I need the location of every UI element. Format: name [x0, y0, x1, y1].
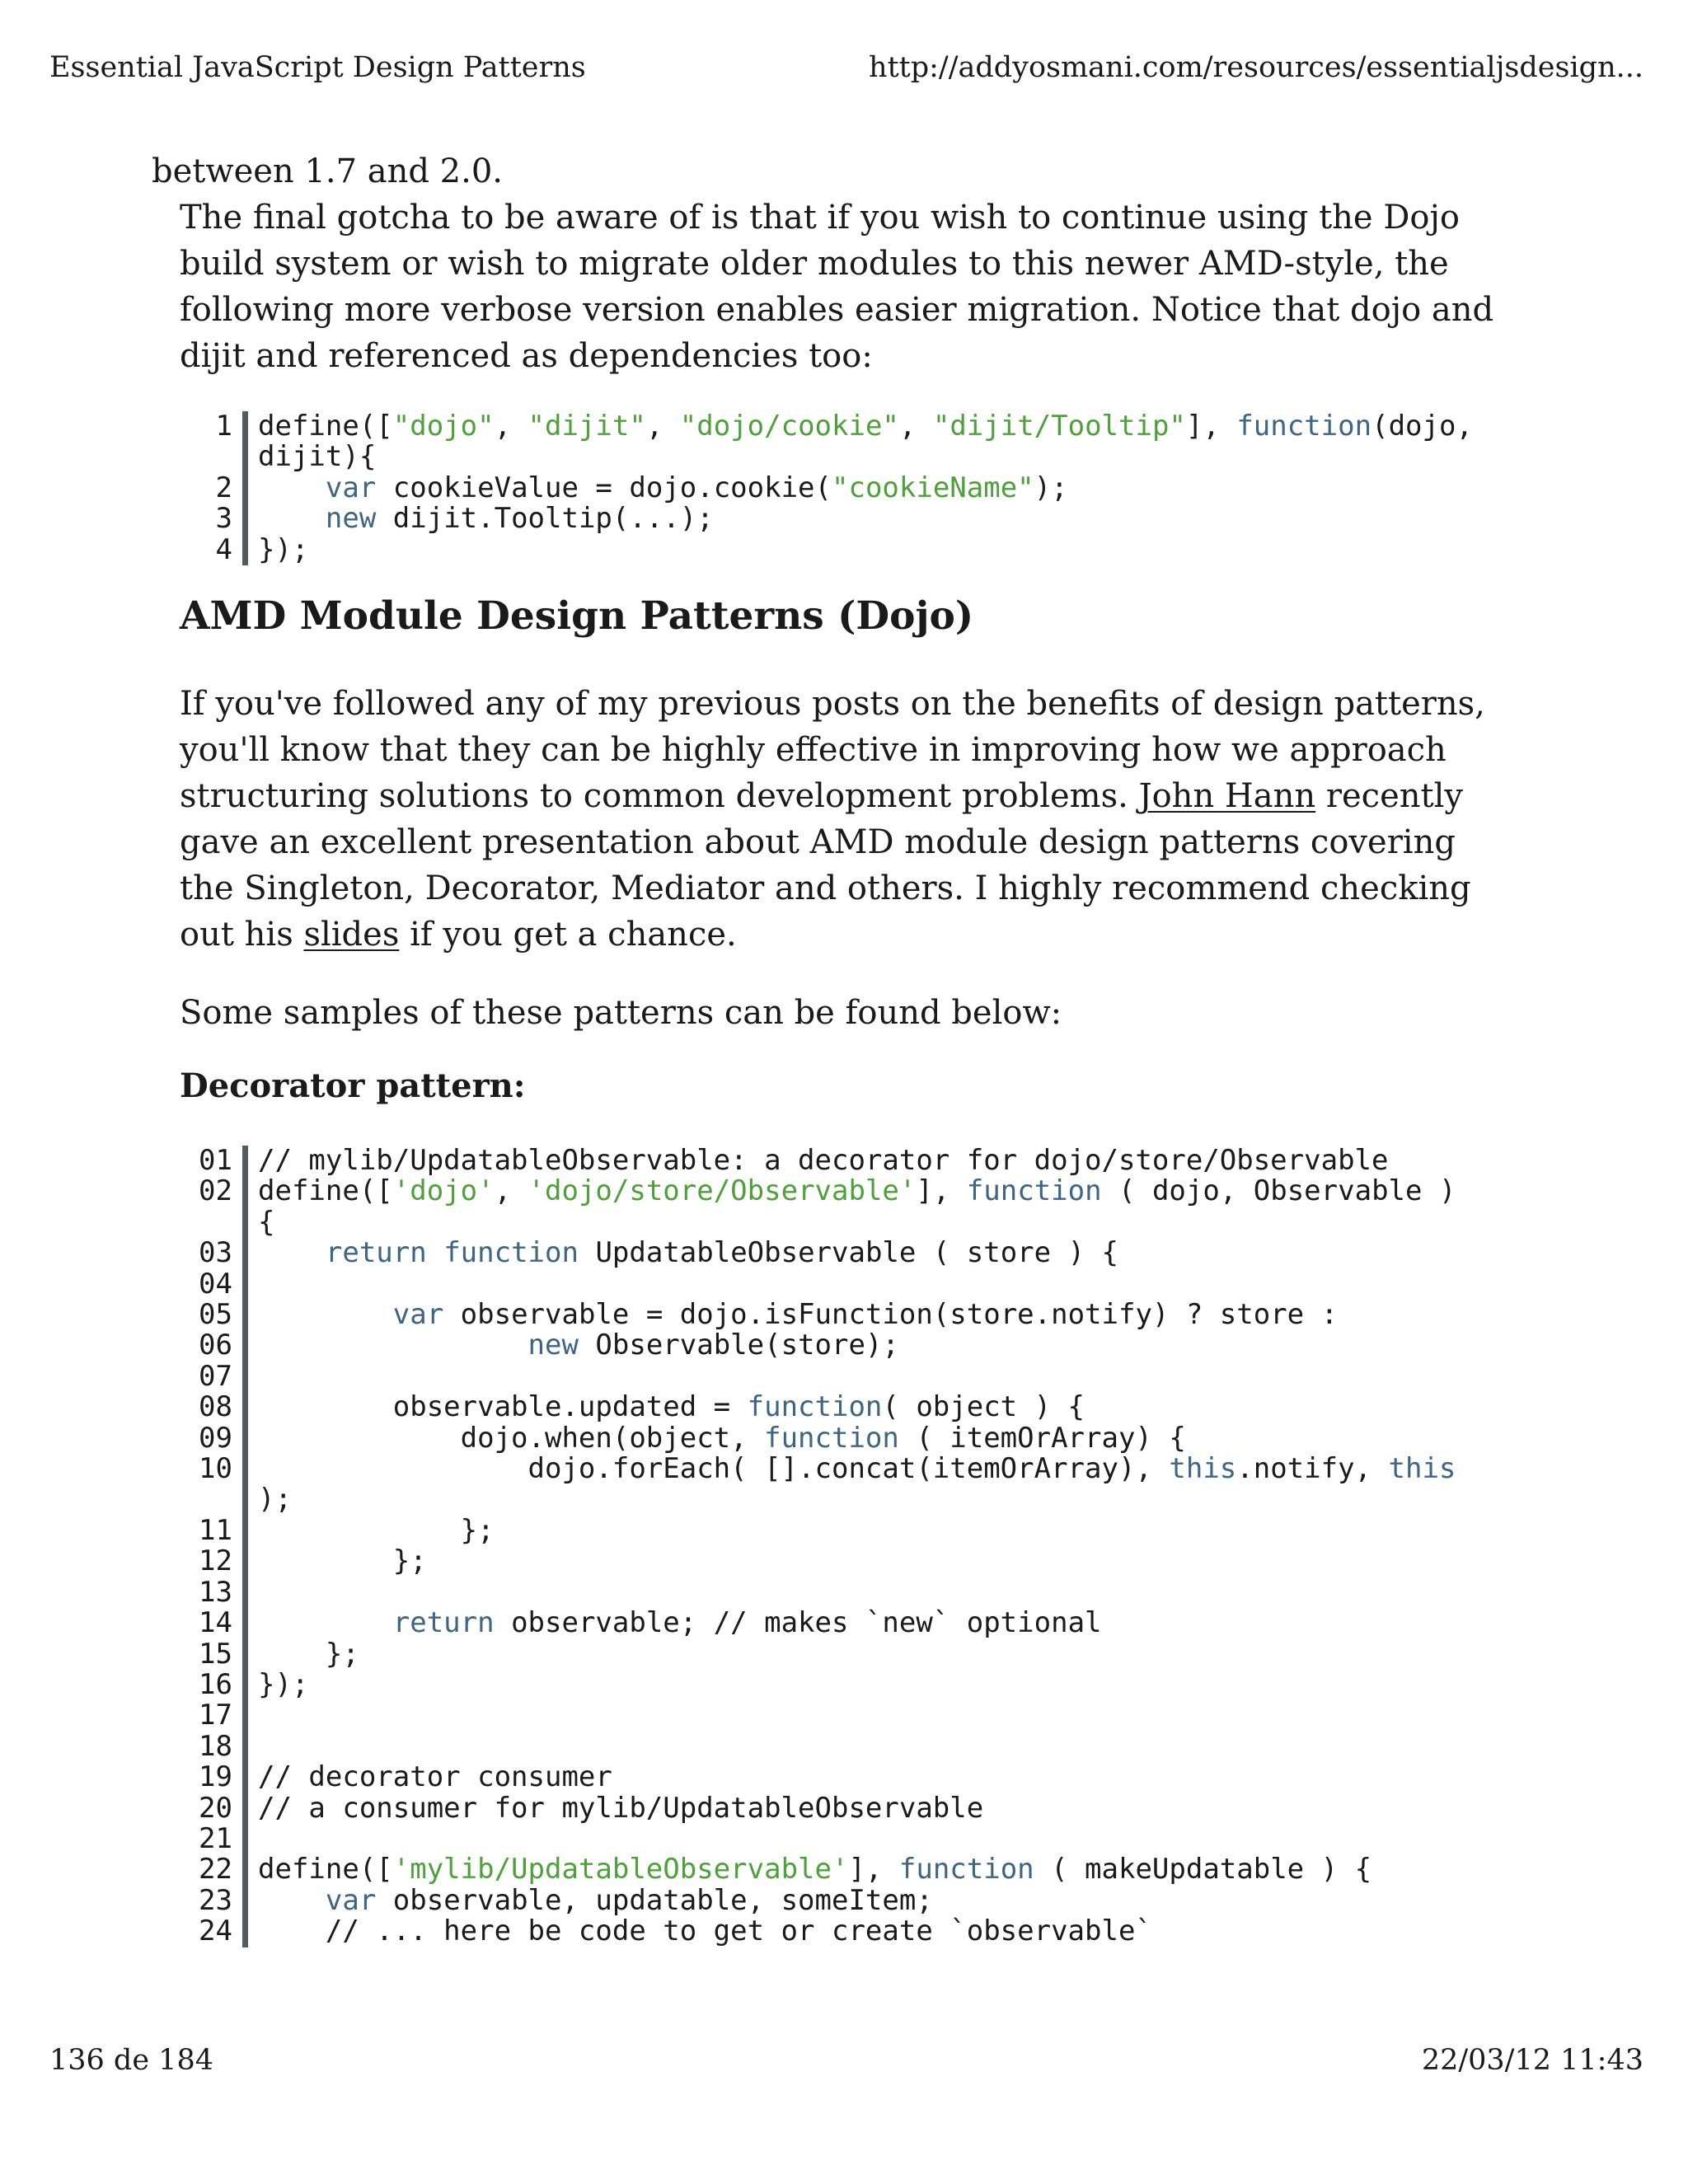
code-text — [258, 1300, 1338, 1330]
code-line — [186, 1269, 1456, 1300]
code-token: ( itemOrArray) { — [898, 1421, 1186, 1455]
gutter-bar — [242, 473, 248, 504]
code-token — [258, 502, 326, 535]
code-line — [186, 473, 1473, 504]
code-token: // a consumer for mylib/UpdatableObservable — [258, 1791, 984, 1825]
code-token: ); — [258, 1483, 292, 1516]
line-number: 24 — [199, 1915, 232, 1948]
line-number — [186, 442, 242, 472]
gutter-bar — [242, 1854, 248, 1885]
code-line — [186, 1454, 1456, 1484]
header-url: http://addyosmani.com/resources/essentialjsdesign... — [869, 51, 1643, 84]
code-block-decorator — [186, 1146, 1456, 1947]
code-token: }); — [258, 1667, 309, 1701]
code-string: 'dojo/store/Observable' — [528, 1174, 917, 1208]
code-token: cookieValue = dojo.cookie( — [376, 471, 832, 504]
code-token: }; — [258, 1513, 495, 1547]
line-number: 07 — [199, 1359, 232, 1393]
code-line — [186, 1762, 1456, 1793]
code-line — [186, 1546, 1456, 1577]
code-token — [258, 1606, 393, 1639]
code-line — [186, 1423, 1456, 1454]
line-number: 05 — [199, 1298, 232, 1332]
code-text — [258, 1513, 495, 1547]
code-text — [258, 1423, 1186, 1454]
code-token: , — [645, 410, 680, 443]
gutter-bar — [242, 1176, 248, 1207]
code-line — [186, 1577, 1456, 1608]
code-keyword: new — [528, 1329, 579, 1362]
code-text — [258, 1330, 899, 1361]
code-token: { — [258, 1205, 275, 1239]
decorator-pattern-heading: Decorator pattern: — [180, 1066, 526, 1105]
para1-line-1: If you've followed any of my previous posts on the benefits of design patterns, — [180, 685, 1485, 723]
footer-page-number: 136 de 184 — [49, 2044, 213, 2077]
line-number: 22 — [199, 1853, 232, 1886]
code-token: // decorator consumer — [258, 1760, 612, 1794]
code-line — [186, 1821, 1456, 1855]
line-number: 16 — [199, 1667, 232, 1701]
code-token: ); — [1034, 471, 1068, 504]
para1-line-3-tail: recently — [1315, 777, 1463, 815]
code-string: 'dojo' — [392, 1174, 495, 1208]
code-token: observable, updatable, someItem; — [376, 1883, 933, 1917]
code-keyword: new — [325, 502, 377, 536]
code-line — [186, 1238, 1456, 1268]
line-number: 3 — [215, 502, 232, 536]
code-token: dijit){ — [258, 440, 377, 474]
john-hann-link[interactable]: John Hann — [1138, 777, 1316, 815]
code-line — [186, 1300, 1456, 1330]
header-title: Essential JavaScript Design Patterns — [49, 51, 586, 84]
code-keyword: function — [966, 1174, 1102, 1208]
gutter-bar — [242, 1916, 248, 1947]
gutter-bar — [242, 1700, 248, 1731]
line-number: 09 — [199, 1421, 232, 1455]
code-token: // ... here be code to get or create `observable` — [258, 1915, 1152, 1948]
code-line — [186, 1361, 1456, 1392]
code-string: "dojo" — [392, 410, 495, 443]
code-text — [258, 532, 309, 566]
code-text — [258, 1793, 983, 1824]
code-string: "dijit" — [528, 410, 646, 443]
code-token: ], — [916, 1174, 967, 1208]
para1-line-3 — [180, 773, 1463, 819]
code-line — [186, 1330, 1456, 1361]
para1-line-6-tail: if you get a chance. — [399, 916, 737, 954]
code-token: observable; // makes `new` optional — [494, 1606, 1102, 1640]
line-number: 14 — [199, 1606, 232, 1640]
line-number: 4 — [215, 532, 232, 566]
gutter-bar — [242, 1824, 248, 1854]
code-keyword: return — [325, 1236, 427, 1270]
code-token: (dojo, — [1372, 410, 1473, 443]
intro-line-2: build system or wish to migrate older modules to this newer AMD-style, the — [180, 245, 1449, 283]
gutter-bar — [242, 1762, 248, 1793]
code-string: 'mylib/UpdatableObservable' — [392, 1853, 849, 1886]
line-number: 06 — [199, 1329, 232, 1362]
code-token: observable.updated = — [258, 1390, 748, 1424]
gutter-bar — [242, 1546, 248, 1577]
code-keyword: function — [747, 1390, 883, 1424]
gutter-bar — [242, 1361, 248, 1392]
gutter-bar — [242, 1516, 248, 1546]
para1-line-6-text: out his — [180, 916, 304, 954]
para1-line-6 — [180, 912, 737, 958]
gutter-bar — [242, 1238, 248, 1268]
code-keyword: var — [392, 1298, 444, 1332]
para1-line-5: the Singleton, Decorator, Mediator and others. I highly recommend checking — [180, 869, 1471, 907]
code-line — [186, 442, 1473, 472]
line-number: 02 — [199, 1174, 232, 1208]
gutter-bar — [242, 1608, 248, 1638]
line-number: 15 — [199, 1637, 232, 1671]
line-number: 23 — [199, 1883, 232, 1917]
code-token — [258, 471, 326, 504]
code-text — [258, 1667, 309, 1701]
gutter-bar — [242, 535, 248, 565]
code-line — [186, 1639, 1456, 1670]
para1-line-3-text: structuring solutions to common development problems. — [180, 777, 1139, 815]
line-number: 01 — [199, 1144, 232, 1177]
gutter-bar — [242, 1484, 248, 1515]
code-keyword: function — [898, 1853, 1034, 1886]
code-token — [427, 1236, 443, 1269]
code-token — [258, 1884, 326, 1917]
code-text — [258, 1883, 933, 1917]
para2: Some samples of these patterns can be found below: — [180, 994, 1062, 1032]
gutter-bar — [242, 1793, 248, 1824]
code-text — [258, 1916, 1152, 1947]
code-token: ( object ) { — [882, 1390, 1085, 1424]
code-token: ], — [848, 1853, 899, 1886]
gutter-bar — [242, 411, 248, 442]
code-line — [186, 1513, 1456, 1547]
code-token: UpdatableObservable ( store ) { — [578, 1236, 1118, 1270]
line-number: 20 — [199, 1791, 232, 1825]
code-token: ( makeUpdatable ) { — [1034, 1853, 1372, 1886]
intro-line-0: between 1.7 and 2.0. — [152, 152, 503, 190]
gutter-bar — [242, 1300, 248, 1330]
line-number: 12 — [199, 1544, 232, 1578]
gutter-bar — [242, 1269, 248, 1300]
code-token: ( dojo, Observable ) — [1101, 1174, 1456, 1208]
line-number: 2 — [215, 471, 232, 504]
line-number — [186, 1207, 242, 1238]
code-token: Observable(store); — [578, 1329, 899, 1362]
gutter-bar — [242, 1423, 248, 1454]
code-line — [186, 532, 1473, 566]
line-number: 04 — [199, 1267, 232, 1301]
para1-line-2: you'll know that they can be highly effective in improving how we approach — [180, 731, 1447, 769]
code-line — [186, 1729, 1456, 1763]
code-line — [186, 1700, 1456, 1731]
line-number: 17 — [199, 1699, 232, 1732]
code-keyword: function — [443, 1236, 579, 1270]
code-text — [258, 411, 1473, 442]
code-line — [186, 1176, 1456, 1207]
code-keyword: this — [1388, 1452, 1456, 1486]
intro-line-3: following more verbose version enables easier migration. Notice that dojo and — [180, 291, 1494, 329]
code-keyword: var — [325, 471, 377, 504]
code-token: , — [494, 1174, 528, 1208]
code-keyword: this — [1169, 1452, 1237, 1486]
code-text — [258, 1176, 1456, 1207]
gutter-bar — [242, 1146, 248, 1176]
code-line — [186, 1146, 1456, 1176]
gutter-bar — [242, 1886, 248, 1916]
slides-link[interactable]: slides — [303, 916, 400, 954]
gutter-bar — [242, 1454, 248, 1484]
line-number: 10 — [199, 1452, 232, 1486]
code-token: dijit.Tooltip(...); — [376, 502, 714, 536]
code-block-dojo-migration — [186, 411, 1473, 565]
line-number: 21 — [199, 1821, 232, 1855]
gutter-bar — [242, 504, 248, 534]
code-keyword: var — [325, 1883, 377, 1917]
code-text — [258, 1639, 359, 1670]
code-text — [258, 1392, 1085, 1422]
line-number: 11 — [199, 1513, 232, 1547]
line-number: 08 — [199, 1390, 232, 1424]
section-heading: AMD Module Design Patterns (Dojo) — [180, 593, 974, 639]
line-number: 19 — [199, 1760, 232, 1794]
code-line — [186, 411, 1473, 442]
code-token: }); — [258, 532, 309, 566]
code-text — [258, 1608, 1102, 1638]
code-text — [258, 1854, 1372, 1885]
line-number: 13 — [199, 1575, 232, 1609]
code-line — [186, 1793, 1456, 1824]
code-text — [258, 504, 714, 534]
code-text — [258, 1238, 1118, 1268]
code-token: , — [494, 410, 528, 443]
code-token: define([ — [258, 410, 393, 443]
gutter-bar — [242, 442, 248, 472]
code-token: dojo.forEach( [].concat(itemOrArray), — [258, 1452, 1170, 1486]
code-token: observable = dojo.isFunction(store.notify) ? store : — [443, 1298, 1339, 1332]
code-line — [186, 1608, 1456, 1638]
code-token: ], — [1185, 410, 1237, 443]
code-text — [258, 1207, 274, 1238]
code-string: "dojo/cookie" — [679, 410, 899, 443]
gutter-bar — [242, 1207, 248, 1238]
code-token — [258, 1329, 528, 1361]
line-number — [186, 1484, 242, 1515]
code-text — [258, 1484, 292, 1515]
line-number: 18 — [199, 1729, 232, 1763]
code-keyword: function — [1236, 410, 1372, 443]
code-line — [186, 1883, 1456, 1917]
line-number: 03 — [199, 1236, 232, 1270]
intro-line-1: The final gotcha to be aware of is that if you wish to continue using the Dojo — [180, 199, 1460, 237]
code-line — [186, 1484, 1456, 1515]
code-keyword: return — [392, 1606, 495, 1640]
code-line — [186, 1916, 1456, 1947]
code-text — [258, 1146, 1388, 1176]
gutter-bar — [242, 1670, 248, 1700]
code-text — [258, 442, 376, 472]
code-text — [258, 1762, 612, 1793]
code-token: .notify, — [1236, 1452, 1389, 1486]
gutter-bar — [242, 1392, 248, 1422]
code-line — [186, 1854, 1456, 1885]
code-line — [186, 1207, 1456, 1238]
code-text — [258, 1546, 427, 1577]
code-string: "dijit/Tooltip" — [932, 410, 1186, 443]
gutter-bar — [242, 1330, 248, 1361]
gutter-bar — [242, 1577, 248, 1608]
code-token — [258, 1236, 326, 1269]
code-token: dojo.when(object, — [258, 1421, 765, 1455]
code-token: , — [898, 410, 933, 443]
line-number: 1 — [215, 410, 232, 443]
code-line — [186, 1392, 1456, 1422]
gutter-bar — [242, 1732, 248, 1762]
code-keyword: function — [764, 1421, 899, 1455]
code-token: }; — [258, 1544, 427, 1578]
para1-line-4: gave an excellent presentation about AMD module design patterns covering — [180, 823, 1456, 861]
intro-line-4: dijit and referenced as dependencies too: — [180, 337, 873, 375]
code-string: "cookieName" — [832, 471, 1034, 504]
code-token: define([ — [258, 1853, 393, 1886]
code-line — [186, 1667, 1456, 1701]
code-token: define([ — [258, 1174, 393, 1208]
gutter-bar — [242, 1639, 248, 1670]
code-token: }; — [258, 1637, 359, 1671]
code-token — [258, 1298, 393, 1331]
code-token: // mylib/UpdatableObservable: a decorator for dojo/store/Observable — [258, 1144, 1389, 1177]
code-text — [258, 1454, 1456, 1484]
code-line — [186, 504, 1473, 534]
code-text — [258, 473, 1068, 504]
footer-datetime: 22/03/12 11:43 — [1421, 2044, 1643, 2077]
